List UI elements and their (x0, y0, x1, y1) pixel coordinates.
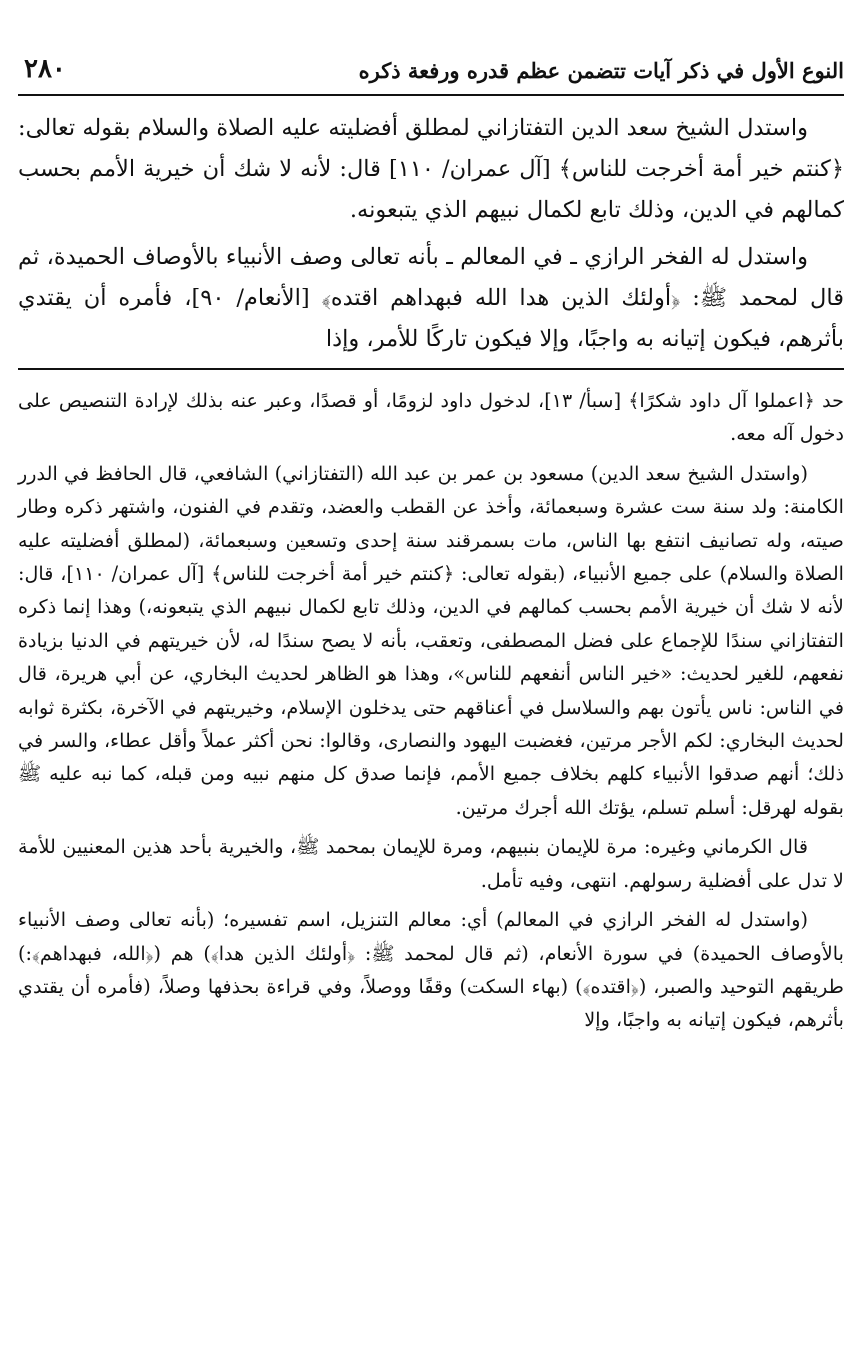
commentary (18, 384, 844, 1037)
main-paragraph: واستدل له الفخر الرازي ـ في المعالم ـ بأنه تعالى وصف الأنبياء بالأوصاف الحميدة، ثم قال لمحمد ﷺ: ﴿أولئك الذين هدا الله فبهداهم اقتده﴾ [الأنعام/ ٩٠]، فأمره أن يقتدي بأثرهم، فيكون إتيانه به واجبًا، وإلا فيكون تاركًا للأمر، وإذا (18, 244, 844, 352)
commentary-paragraph: حد ﴿اعملوا آل داود شكرًا﴾ [سبأ/ ١٣]، لدخول داود لزومًا، أو قصدًا، وعبر عنه بذلك لإرادة التنصيص على دخول آله معه. (18, 389, 844, 446)
footnote-divider (18, 368, 844, 370)
main-paragraph: واستدل الشيخ سعد الدين التفتازاني لمطلق أفضليته عليه الصلاة والسلام بقوله تعالى: ﴿كنتم خير أمة أخرجت للناس﴾ [آل عمران/ ١١٠] قال: لأنه لا شك أن خيرية الأمم بحسب كمالهم في الدين، وذلك تابع لكمال نبيهم الذي يتبعونه. (18, 115, 844, 223)
page (18, 48, 844, 1043)
running-title: النوع الأول في ذكر آيات تتضمن عظم قدره ورفعة ذكره (358, 58, 844, 83)
commentary-paragraph: قال الكرماني وغيره: مرة للإيمان بنبيهم، ومرة للإيمان بمحمد ﷺ، والخيرية بأحد هذين المعنيين للأمة لا تدل على أفضلية رسولهم. انتهى، وفيه تأمل. (18, 835, 844, 892)
commentary-paragraph: (واستدل له الفخر الرازي في المعالم) أي: معالم التنزيل، اسم تفسيره؛ (بأنه تعالى وصف الأنبياء بالأوصاف الحميدة) في سورة الأنعام، (ثم قال لمحمد ﷺ: ﴿أولئك الذين هدا﴾) هم (﴿الله، فبهداهم﴾:) طريقهم التوحيد والصبر، (﴿اقتده﴾) (بهاء السكت) وقفًا ووصلاً، وفي قراءة بحذفها وصلاً، (فأمره أن يقتدي بأثرهم، فيكون إتيانه به واجبًا، وإلا (18, 908, 844, 1032)
page-header (18, 48, 844, 96)
commentary-paragraph: (واستدل الشيخ سعد الدين) مسعود بن عمر بن عبد الله (التفتازاني) الشافعي، قال الحافظ في الدرر الكامنة: ولد سنة ست عشرة وسبعمائة، وأخذ عن القطب والعضد، وتقدم في الفنون، واشتهر ذكره وطار صيته، وله تصانيف انتفع بها الناس، مات بسمرقند سنة إحدى وتسعين وسبعمائة، (لمطلق أفضليته عليه الصلاة والسلام) على جميع الأنبياء، (بقوله تعالى: ﴿كنتم خير أمة أخرجت للناس﴾ [آل عمران/ ١١٠]، قال: لأنه لا شك أن خيرية الأمم بحسب كمالهم في الدين، وذلك تابع لكمال نبيهم الذي يتبعونه،) وهذا إنما ذكره التفتازاني سندًا للإجماع على فضل المصطفى، وتعقب، بأنه لا يصح سندًا له، لأن خيريتهم في الدنيا بزيادة نفعهم، للغير لحديث: «خير الناس أنفعهم للناس»، وهذا هو الظاهر لحديث البخاري، عن أبي هريرة، قال في الناس: ناس يأتون بهم والسلاسل في أعناقهم حتى يدخلون الإسلام، وخيريتهم في الآخرة، بكثرة ثوابه لحديث البخاري: لكم الأجر مرتين، فغضبت اليهود والنصارى، وقالوا: نحن أكثر عملاً وأقل عطاء، والسر في ذلك؛ أنهم صدقوا الأنبياء كلهم بخلاف جميع الأمم، فإنما صدق كل منهم نبيه ومن قبله، كما نبه عليه ﷺ بقوله لهرقل: أسلم تسلم، يؤتك الله أجرك مرتين. (18, 461, 845, 819)
page-number: ٢٨٠ (24, 54, 66, 84)
main-text (18, 108, 844, 360)
